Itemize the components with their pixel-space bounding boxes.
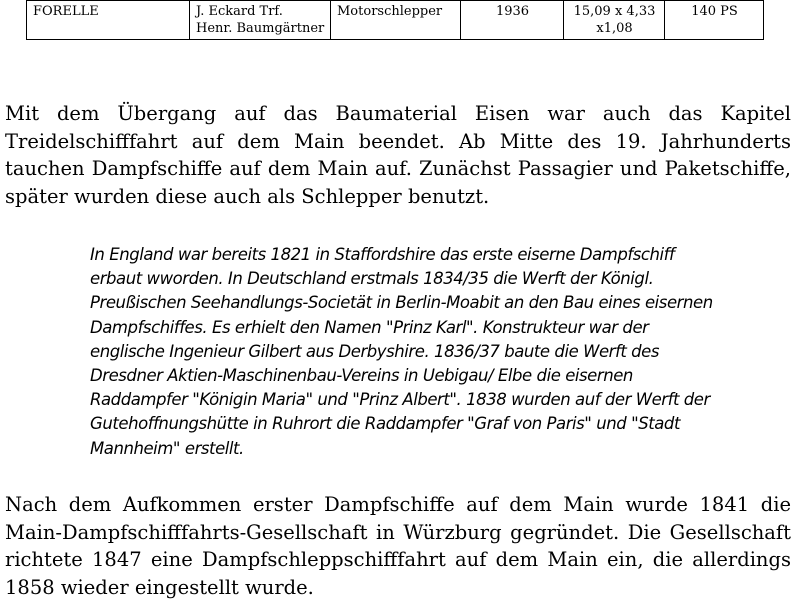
text-line: richtete 1847 eine Dampfschleppschifffahrt auf dem Main ein, die allerdings [5,548,791,571]
text-line: später wurden diese auch als Schlepper benutzt. [5,184,490,208]
text-line: 1858 wieder eingestellt wurde. [5,575,314,599]
quote-line: erbaut wworden. In Deutschland erstmals 1834/35 die Werft der Königl. [90,269,654,289]
text-line: Main-Dampfschifffahrts-Gesellschaft in Würzburg gegründet. Die Gesellschaft [5,520,791,544]
text-line: tauchen Dampfschiffe auf dem Main auf. Zunächst Passagier und Paketschiffe, [5,157,791,180]
build-year-cell: 1936 [461,1,564,40]
block-quote [90,243,790,461]
text-line: Nach dem Aufkommen erster Dampfschiffe auf dem Main wurde 1841 die [5,493,791,516]
quote-line: Raddampfer "Königin Maria" und "Prinz Albert". 1838 wurden auf der Werft der [90,390,710,410]
quote-line: englische Ingenieur Gilbert aus Derbyshire. 1836/37 baute die Werft des [90,341,660,361]
paragraph-iron-steamships [5,100,791,210]
paragraph-main-steamship-company [5,491,791,601]
quote-line: In England war bereits 1821 in Staffordshire das erste eiserne Dampfschiff [90,245,675,264]
quote-line: Dampfschiffes. Es erhielt den Namen "Prinz Karl". Konstrukteur war der [90,317,649,337]
builder-cell: J. Eckard Trf. Henr. Baumgärtner [190,1,331,40]
ship-type-cell: Motorschlepper [331,1,461,40]
quote-line: Gutehoffnungshütte in Ruhrort die Raddampfer "Graf von Paris" und "Stadt [90,414,680,434]
dimensions-cell: 15,09 x 4,33 x1,08 [564,1,665,40]
quote-line: Mannheim" erstellt. [90,438,244,458]
engine-power-cell: 140 PS [665,1,764,40]
table-row [27,1,764,40]
quote-line: Dresdner Aktien-Maschinenbau-Vereins in Uebigau/ Elbe die eisernen [90,366,633,386]
quote-line: Preußischen Seehandlungs-Societät in Berlin-Moabit an den Bau eines eisernen [90,293,713,313]
ship-table [26,0,764,40]
ship-name-cell: FORELLE [27,1,190,40]
text-line: Treidelschifffahrt auf dem Main beendet. Ab Mitte des 19. Jahrhunderts [5,129,791,153]
ship-table-fragment [26,0,764,40]
text-line: Mit dem Übergang auf das Baumaterial Eisen war auch das Kapitel [5,102,791,125]
